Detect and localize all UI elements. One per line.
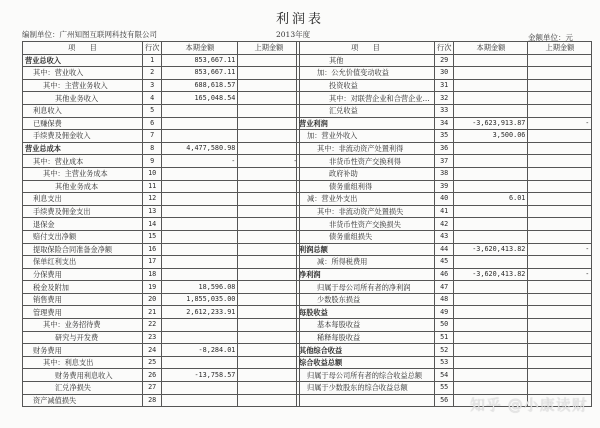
row-line-number: 30: [435, 67, 454, 80]
row-label: 其他: [297, 54, 435, 67]
table-row: [23, 293, 300, 306]
row-label: 其中：业务招待费: [23, 319, 143, 332]
unit-prefix: 编制单位：: [22, 30, 60, 39]
row-line-number: 6: [143, 117, 162, 130]
row-prior-amount: [238, 369, 300, 382]
row-line-number: 56: [435, 394, 454, 407]
row-prior-amount: [238, 117, 300, 130]
table-row: [297, 382, 592, 395]
row-label: 其他业务成本: [23, 180, 143, 193]
row-prior-amount: [238, 256, 300, 269]
row-label: 手续费及佣金支出: [23, 205, 143, 218]
row-line-number: 24: [143, 344, 162, 357]
row-current-amount: [454, 67, 528, 80]
row-label: 财务费用利息收入: [23, 369, 143, 382]
row-current-amount: [454, 92, 528, 105]
row-label: 研究与开发费: [23, 331, 143, 344]
row-label: 其他业务收入: [23, 92, 143, 105]
table-row: [297, 79, 592, 92]
row-prior-amount: [238, 167, 300, 180]
row-current-amount: [454, 79, 528, 92]
row-line-number: 15: [143, 230, 162, 243]
table-row: [297, 256, 592, 269]
table-row: [297, 331, 592, 344]
row-line-number: 33: [435, 104, 454, 117]
table-row: [297, 243, 592, 256]
row-label: 加：营业外收入: [297, 130, 435, 143]
row-label: 减：营业外支出: [297, 193, 435, 206]
row-prior-amount: [528, 142, 592, 155]
row-line-number: 12: [143, 193, 162, 206]
row-label: 提取保险合同准备金净额: [23, 243, 143, 256]
row-prior-amount: [528, 218, 592, 231]
row-label: 归属于母公司所有者的净利润: [297, 281, 435, 294]
table-row: [23, 281, 300, 294]
table-row: [23, 54, 300, 67]
table-row: [297, 268, 592, 281]
row-label: 其中：主营业务收入: [23, 79, 143, 92]
row-prior-amount: [528, 67, 592, 80]
row-current-amount: [162, 331, 238, 344]
row-label: 基本每股收益: [297, 319, 435, 332]
row-current-amount: 1,855,035.00: [162, 293, 238, 306]
row-current-amount: [162, 104, 238, 117]
row-line-number: 5: [143, 104, 162, 117]
row-label: 归属于少数股东的综合收益总额: [297, 382, 435, 395]
row-line-number: 10: [143, 167, 162, 180]
row-prior-amount: [528, 167, 592, 180]
row-prior-amount: [528, 256, 592, 269]
row-current-amount: [454, 331, 528, 344]
row-line-number: 37: [435, 155, 454, 168]
row-current-amount: [454, 356, 528, 369]
row-current-amount: [454, 369, 528, 382]
table-row: [297, 142, 592, 155]
row-current-amount: [162, 130, 238, 143]
row-line-number: 18: [143, 268, 162, 281]
row-line-number: 44: [435, 243, 454, 256]
row-label: 归属于母公司所有者的综合收益总额: [297, 369, 435, 382]
row-prior-amount: [238, 293, 300, 306]
row-label: 汇兑净损失: [23, 382, 143, 395]
row-prior-amount: [528, 180, 592, 193]
row-line-number: 14: [143, 218, 162, 231]
table-row: [23, 256, 300, 269]
row-label: 其他综合收益: [297, 344, 435, 357]
row-line-number: 28: [143, 394, 162, 407]
row-prior-amount: [238, 218, 300, 231]
row-line-number: 27: [143, 382, 162, 395]
company-info: [22, 29, 157, 40]
row-prior-amount: [238, 268, 300, 281]
row-current-amount: [454, 104, 528, 117]
row-label: 营业利润: [297, 117, 435, 130]
company-name: 广州知图互联网科技有限公司: [59, 30, 157, 39]
row-current-amount: [162, 394, 238, 407]
row-line-number: 36: [435, 142, 454, 155]
row-current-amount: -13,758.57: [162, 369, 238, 382]
row-current-amount: 853,667.11: [162, 54, 238, 67]
row-label: 稀释每股收益: [297, 331, 435, 344]
table-row: [23, 92, 300, 105]
table-row: [23, 67, 300, 80]
row-current-amount: 853,667.11: [162, 67, 238, 80]
row-label: 政府补助: [297, 167, 435, 180]
row-line-number: 49: [435, 306, 454, 319]
row-current-amount: -3,620,413.82: [454, 268, 528, 281]
row-prior-amount: [528, 281, 592, 294]
currency-unit: 金额单位：元: [528, 33, 573, 42]
row-label: 其中：非流动资产处置利得: [297, 142, 435, 155]
row-prior-amount: [528, 230, 592, 243]
table-row: [23, 79, 300, 92]
row-line-number: 55: [435, 382, 454, 395]
table-row: [297, 117, 592, 130]
row-prior-amount: [528, 155, 592, 168]
row-current-amount: [162, 205, 238, 218]
row-current-amount: -3,623,913.87: [454, 117, 528, 130]
row-prior-amount: [238, 356, 300, 369]
row-line-number: 47: [435, 281, 454, 294]
row-line-number: 1: [143, 54, 162, 67]
row-prior-amount: [238, 180, 300, 193]
row-label: 保单红利支出: [23, 256, 143, 269]
header-item: 项 目: [23, 42, 143, 55]
table-row: [297, 319, 592, 332]
table-row: [297, 369, 592, 382]
row-prior-amount: [528, 344, 592, 357]
row-label: 加：公允价值变动收益: [297, 67, 435, 80]
table-row: [297, 205, 592, 218]
table-row: [297, 92, 592, 105]
header-current: 本期金额: [162, 42, 238, 55]
table-row: [23, 142, 300, 155]
row-current-amount: [162, 167, 238, 180]
row-prior-amount: [528, 319, 592, 332]
row-line-number: 13: [143, 205, 162, 218]
row-label: 管理费用: [23, 306, 143, 319]
row-prior-amount: [528, 205, 592, 218]
row-label: 已赚保费: [23, 117, 143, 130]
table-row: [297, 218, 592, 231]
row-current-amount: [454, 230, 528, 243]
row-line-number: 2: [143, 67, 162, 80]
table-row: [23, 394, 300, 407]
row-line-number: 17: [143, 256, 162, 269]
table-row: [23, 230, 300, 243]
row-current-amount: [162, 230, 238, 243]
table-row: [297, 130, 592, 143]
row-line-number: 9: [143, 155, 162, 168]
row-label: 其中：利息支出: [23, 356, 143, 369]
row-prior-amount: [528, 104, 592, 117]
table-row: [23, 382, 300, 395]
row-label: 营业总收入: [23, 54, 143, 67]
row-current-amount: [454, 281, 528, 294]
table-row: [297, 356, 592, 369]
watermark: 知乎 @小康读财: [470, 396, 588, 414]
row-line-number: 45: [435, 256, 454, 269]
row-current-amount: [454, 306, 528, 319]
left-income-table: [22, 41, 300, 407]
table-row: [23, 155, 300, 168]
row-label: 债务重组利得: [297, 180, 435, 193]
row-prior-amount: [528, 92, 592, 105]
row-line-number: 21: [143, 306, 162, 319]
row-current-amount: 6.01: [454, 193, 528, 206]
table-row: [297, 293, 592, 306]
row-current-amount: [454, 382, 528, 395]
row-label: 财务费用: [23, 344, 143, 357]
row-prior-amount: -: [528, 243, 592, 256]
row-prior-amount: [238, 331, 300, 344]
row-label: 利润总额: [297, 243, 435, 256]
table-row: [23, 344, 300, 357]
row-current-amount: [162, 218, 238, 231]
row-label: 其中：营业收入: [23, 67, 143, 80]
header-current: 本期金额: [454, 42, 528, 55]
row-current-amount: [454, 205, 528, 218]
row-current-amount: [454, 319, 528, 332]
row-label: 赔付支出净额: [23, 230, 143, 243]
row-current-amount: [454, 344, 528, 357]
row-prior-amount: [238, 92, 300, 105]
row-prior-amount: [238, 281, 300, 294]
row-current-amount: -8,284.01: [162, 344, 238, 357]
row-label: 净利润: [297, 268, 435, 281]
row-label: 其中：营业成本: [23, 155, 143, 168]
row-line-number: 53: [435, 356, 454, 369]
row-line-number: 16: [143, 243, 162, 256]
row-current-amount: -3,620,413.82: [454, 243, 528, 256]
row-label: 其中：对联营企业和合营企业…: [297, 92, 435, 105]
row-line-number: 20: [143, 293, 162, 306]
row-label: 其中：非流动资产处置损失: [297, 205, 435, 218]
row-line-number: 25: [143, 356, 162, 369]
row-current-amount: [162, 356, 238, 369]
row-prior-amount: [528, 356, 592, 369]
table-row: [23, 369, 300, 382]
row-current-amount: [162, 319, 238, 332]
row-prior-amount: [238, 243, 300, 256]
row-line-number: 38: [435, 167, 454, 180]
row-prior-amount: [528, 293, 592, 306]
row-line-number: 22: [143, 319, 162, 332]
table-row: [23, 167, 300, 180]
row-prior-amount: [238, 344, 300, 357]
row-current-amount: 165,048.54: [162, 92, 238, 105]
row-label: 利息收入: [23, 104, 143, 117]
row-current-amount: [454, 167, 528, 180]
row-current-amount: [162, 256, 238, 269]
row-line-number: 23: [143, 331, 162, 344]
table-row: [23, 205, 300, 218]
row-label: 退保金: [23, 218, 143, 231]
row-prior-amount: [238, 67, 300, 80]
row-line-number: 46: [435, 268, 454, 281]
row-line-number: 54: [435, 369, 454, 382]
row-current-amount: [454, 293, 528, 306]
header-line: 行次: [435, 42, 454, 55]
row-current-amount: [454, 218, 528, 231]
report-title: 利润表: [275, 12, 324, 27]
row-current-amount: [162, 193, 238, 206]
table-header-row: [297, 42, 592, 55]
row-label: 非货币性资产交换利得: [297, 155, 435, 168]
row-prior-amount: [238, 193, 300, 206]
row-prior-amount: [238, 79, 300, 92]
table-row: [23, 243, 300, 256]
row-current-amount: [454, 180, 528, 193]
table-row: [23, 117, 300, 130]
row-current-amount: 4,477,580.98: [162, 142, 238, 155]
row-label: 投资收益: [297, 79, 435, 92]
row-prior-amount: [528, 193, 592, 206]
header-item: 项 目: [297, 42, 435, 55]
row-line-number: 51: [435, 331, 454, 344]
row-label: [297, 394, 435, 407]
table-row: [297, 230, 592, 243]
table-row: [297, 180, 592, 193]
row-label: 利息支出: [23, 193, 143, 206]
table-row: [297, 281, 592, 294]
table-row: [297, 155, 592, 168]
row-prior-amount: [528, 306, 592, 319]
table-row: [23, 331, 300, 344]
table-row: [297, 67, 592, 80]
row-current-amount: 3,500.06: [454, 130, 528, 143]
table-row: [23, 180, 300, 193]
table-row: [23, 306, 300, 319]
row-prior-amount: [528, 79, 592, 92]
row-line-number: 50: [435, 319, 454, 332]
table-row: [297, 306, 592, 319]
row-current-amount: 688,618.57: [162, 79, 238, 92]
row-current-amount: [162, 382, 238, 395]
row-prior-amount: [238, 104, 300, 117]
row-label: 少数股东损益: [297, 293, 435, 306]
table-row: [297, 104, 592, 117]
row-line-number: 32: [435, 92, 454, 105]
row-line-number: 26: [143, 369, 162, 382]
row-line-number: 3: [143, 79, 162, 92]
row-line-number: 40: [435, 193, 454, 206]
row-label: 每股收益: [297, 306, 435, 319]
row-prior-amount: [238, 319, 300, 332]
report-period: 2013年度: [276, 30, 311, 39]
row-prior-amount: -: [528, 268, 592, 281]
row-prior-amount: -: [238, 155, 300, 168]
row-current-amount: [162, 268, 238, 281]
table-row: [23, 218, 300, 231]
table-row: [297, 167, 592, 180]
row-label: 综合收益总额: [297, 356, 435, 369]
row-line-number: 48: [435, 293, 454, 306]
header-line: 行次: [143, 42, 162, 55]
row-label: 减：所得税费用: [297, 256, 435, 269]
row-prior-amount: [528, 331, 592, 344]
row-line-number: 4: [143, 92, 162, 105]
row-label: 税金及附加: [23, 281, 143, 294]
table-row: [23, 104, 300, 117]
row-current-amount: [454, 155, 528, 168]
right-income-table: [296, 41, 592, 407]
table-header-row: [23, 42, 300, 55]
row-line-number: 8: [143, 142, 162, 155]
row-label: 资产减值损失: [23, 394, 143, 407]
row-line-number: 39: [435, 180, 454, 193]
header-prior: 上期金额: [238, 42, 300, 55]
table-row: [23, 356, 300, 369]
row-prior-amount: [238, 306, 300, 319]
row-current-amount: [454, 54, 528, 67]
row-prior-amount: [528, 130, 592, 143]
row-line-number: 43: [435, 230, 454, 243]
row-line-number: 29: [435, 54, 454, 67]
header-prior: 上期金额: [528, 42, 592, 55]
table-row: [297, 344, 592, 357]
row-prior-amount: [238, 394, 300, 407]
row-prior-amount: [238, 230, 300, 243]
row-prior-amount: [238, 142, 300, 155]
row-current-amount: [454, 256, 528, 269]
row-line-number: 7: [143, 130, 162, 143]
row-line-number: 34: [435, 117, 454, 130]
table-row: [297, 193, 592, 206]
row-current-amount: 2,612,233.91: [162, 306, 238, 319]
row-line-number: 41: [435, 205, 454, 218]
row-prior-amount: [528, 369, 592, 382]
row-prior-amount: [238, 130, 300, 143]
table-row: [23, 319, 300, 332]
row-line-number: 35: [435, 130, 454, 143]
table-row: [23, 193, 300, 206]
row-label: 其中：主营业务成本: [23, 167, 143, 180]
row-current-amount: -: [162, 155, 238, 168]
row-label: 债务重组损失: [297, 230, 435, 243]
row-line-number: 19: [143, 281, 162, 294]
row-prior-amount: -: [528, 117, 592, 130]
row-current-amount: 18,596.08: [162, 281, 238, 294]
table-row: [23, 130, 300, 143]
row-line-number: 52: [435, 344, 454, 357]
row-prior-amount: [528, 54, 592, 67]
row-current-amount: [162, 180, 238, 193]
row-label: 非货币性资产交换损失: [297, 218, 435, 231]
row-current-amount: [162, 243, 238, 256]
row-label: 分保费用: [23, 268, 143, 281]
row-line-number: 31: [435, 79, 454, 92]
row-prior-amount: [238, 54, 300, 67]
table-row: [297, 54, 592, 67]
row-line-number: 42: [435, 218, 454, 231]
row-label: 销售费用: [23, 293, 143, 306]
row-label: 汇兑收益: [297, 104, 435, 117]
row-prior-amount: [238, 205, 300, 218]
row-current-amount: [162, 117, 238, 130]
row-current-amount: [454, 142, 528, 155]
row-line-number: 11: [143, 180, 162, 193]
table-row: [23, 268, 300, 281]
row-prior-amount: [238, 382, 300, 395]
row-prior-amount: [528, 382, 592, 395]
row-label: 营业总成本: [23, 142, 143, 155]
row-label: 手续费及佣金收入: [23, 130, 143, 143]
